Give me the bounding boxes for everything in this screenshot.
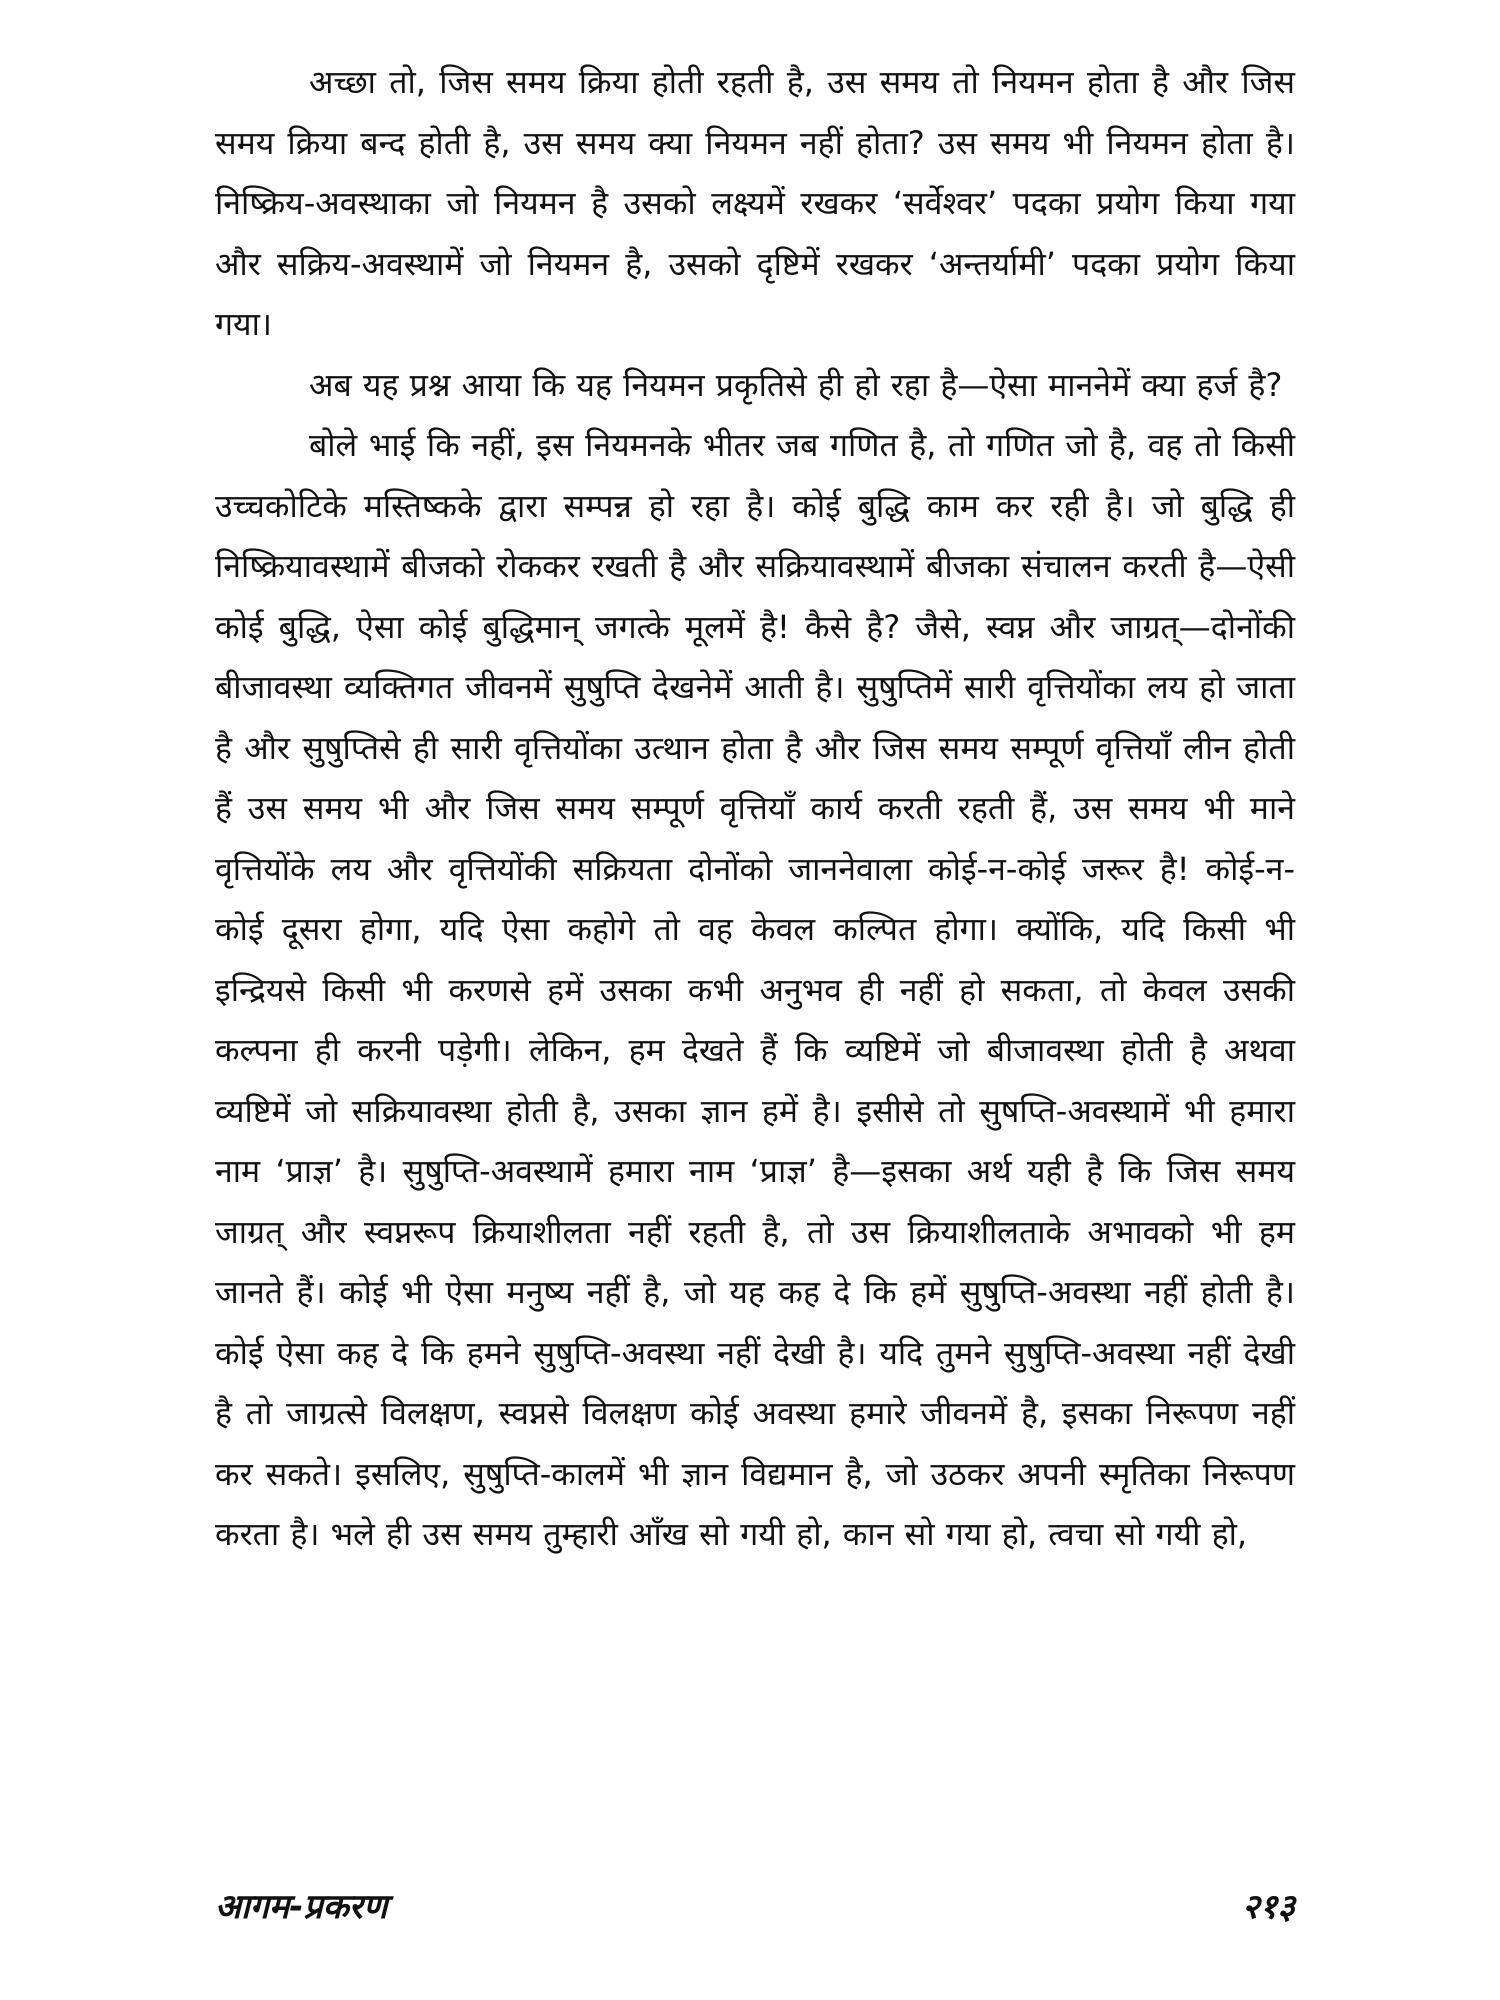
paragraph-2: अब यह प्रश्न आया कि यह नियमन प्रकृतिसे ही हो रहा है—ऐसा माननेमें क्या हर्ज है? xyxy=(309,365,1283,404)
page-number: २१३ xyxy=(1241,1887,1295,1927)
page-footer xyxy=(215,1882,1295,1942)
paragraph-1: अच्छा तो, जिस समय क्रिया होती रहती है, उस समय तो नियमन होता है और जिस समय क्रिया बन्द होती है, उस समय क्या नियमन नहीं होता? उस समय भी नियमन होता है। निष्क्रिय-अवस्थाका जो नियमन है उसको लक्ष्यमें रखकर ‘सर्वेश्वर’ पदका प्रयोग किया गया और सक्रिय-अवस्थामें जो नियमन है, उसको दृष्टिमें रखकर ‘अन्तर्यामी’ पदका प्रयोग किया गया। xyxy=(215,63,1295,343)
page-body xyxy=(215,52,1295,1565)
paragraph-3: बोले भाई कि नहीं, इस नियमनके भीतर जब गणित है, तो गणित जो है, वह तो किसी उच्चकोटिके मस्तिष्कके द्वारा सम्पन्न हो रहा है। कोई बुद्धि काम कर रही है। जो बुद्धि ही निष्क्रियावस्थामें बीजको रोककर रखती है और सक्रियावस्थामें बीजका संचालन करती है—ऐसी कोई बुद्धि, ऐसा कोई बुद्धिमान् जगत्के मूलमें है! कैसे है? जैसे, स्वप्न और जाग्रत्—दोनोंकी बीजावस्था व्यक्तिगत जीवनमें सुषुप्ति देखनेमें आती है। सुषुप्तिमें सारी वृत्तियोंका लय हो जाता है और सुषुप्तिसे ही सारी वृत्तियोंका उत्थान होता है और जिस समय सम्पूर्ण वृत्तियाँ लीन होती हैं उस समय भी और जिस समय सम्पूर्ण वृत्तियाँ कार्य करती रहती हैं, उस समय भी माने वृत्तियोंके लय और वृत्तियोंकी सक्रियता दोनोंको जाननेवाला कोई-न-कोई जरूर है! कोई-न-कोई दूसरा होगा, यदि ऐसा कहोगे तो वह केवल कल्पित होगा। क्योंकि, यदि किसी भी इन्द्रियसे किसी भी करणसे हमें उसका कभी अनुभव ही नहीं हो सकता, तो केवल उसकी कल्पना ही करनी पड़ेगी। लेकिन, हम देखते हैं कि व्यष्टिमें जो बीजावस्था होती है अथवा व्यष्टिमें जो सक्रियावस्था होती है, उसका ज्ञान हमें है। इसीसे तो सुषप्ति-अवस्थामें भी हमारा नाम ‘प्राज्ञ’ है। सुषुप्ति-अवस्थामें हमारा नाम ‘प्राज्ञ’ है—इसका अर्थ यही है कि जिस समय जाग्रत् और स्वप्नरूप क्रियाशीलता नहीं रहती है, तो उस क्रियाशीलताके अभावको भी हम जानते हैं। कोई भी ऐसा मनुष्य नहीं है, जो यह कह दे कि हमें सुषुप्ति-अवस्था नहीं होती है। कोई ऐसा कह दे कि हमने सुषुप्ति-अवस्था नहीं देखी है। यदि तुमने सुषुप्ति-अवस्था नहीं देखी है तो जाग्रत्से विलक्षण, स्वप्नसे विलक्षण कोई अवस्था हमारे जीवनमें है, इसका निरूपण नहीं कर सकते। इसलिए, सुषुप्ति-कालमें भी ज्ञान विद्यमान है, जो उठकर अपनी स्मृतिका निरूपण करता है। भले ही उस समय तुम्हारी आँख सो गयी हो, कान सो गया हो, त्वचा सो गयी हो, xyxy=(215,426,1295,1553)
chapter-title: आगम-प्रकरण xyxy=(215,1887,388,1927)
